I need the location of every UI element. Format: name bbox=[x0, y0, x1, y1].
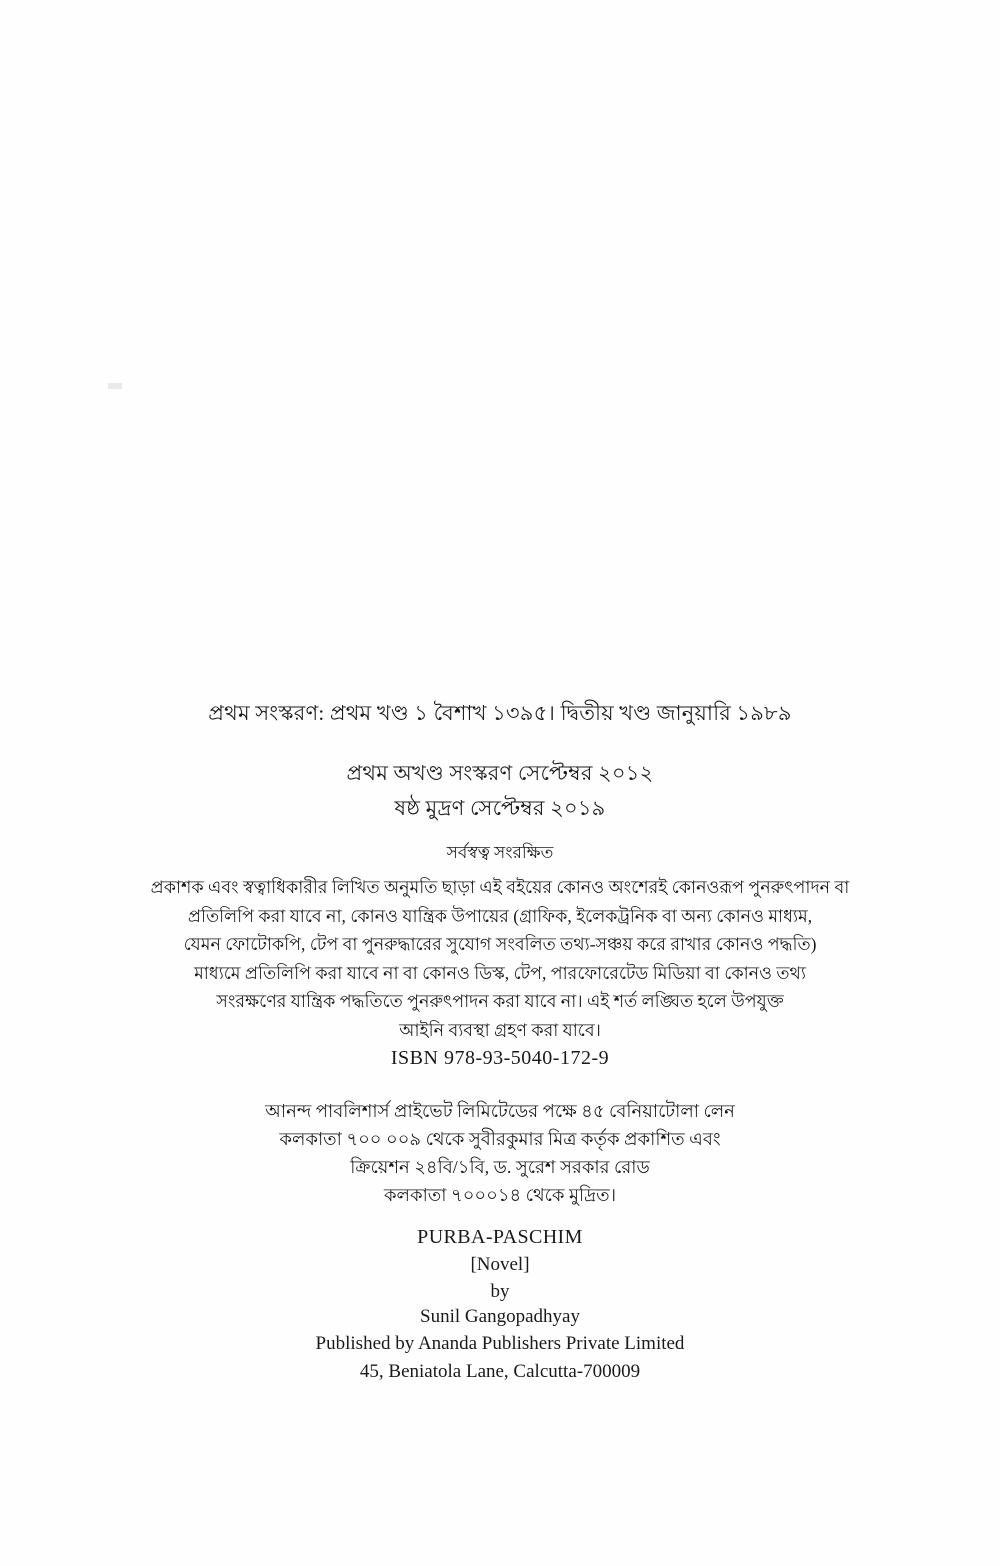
omnibus-edition-line: প্রথম অখণ্ড সংস্করণ সেপ্টেম্বর ২০১২ bbox=[346, 761, 654, 785]
publisher-address-english: 45, Beniatola Lane, Calcutta-700009 bbox=[359, 1361, 641, 1382]
rights-line: সংরক্ষণের যান্ত্রিক পদ্ধতিতে পুনরুৎপাদন করা যাবে না। এই শর্ত লঙ্ঘিত হলে উপযুক্ত bbox=[216, 991, 784, 1011]
scan-smudge-mark bbox=[108, 383, 122, 389]
publisher-line-english: Published by Ananda Publishers Private Limited bbox=[315, 1333, 685, 1354]
by-label: by bbox=[490, 1281, 510, 1302]
author-name: Sunil Gangopadhyay bbox=[420, 1306, 580, 1327]
all-rights-reserved-heading: সর্বস্বত্ব সংরক্ষিত bbox=[446, 843, 554, 862]
imprint-bn-line: কলকাতা ৭০০০১৪ থেকে মুদ্রিত। bbox=[383, 1185, 617, 1205]
imprint-bn-line: ক্রিয়েশন ২৪বি/১বি, ড. সুরেশ সরকার রোড bbox=[350, 1157, 650, 1177]
book-title-english: PURBA-PASCHIM bbox=[417, 1226, 583, 1248]
imprint-bn-line: আনন্দ পাবলিশার্স প্রাইভেট লিমিটেডের পক্ষে ৪৫ বেনিয়াটোলা লেন bbox=[265, 1101, 735, 1121]
rights-line: মাধ্যমে প্রতিলিপি করা যাবে না বা কোনও ডিস্ক, টেপ, পারফোরেটেড মিডিয়া বা কোনও তথ্য bbox=[194, 962, 806, 983]
isbn-line: ISBN 978-93-5040-172-9 bbox=[390, 1047, 610, 1069]
rights-paragraph bbox=[0, 873, 1000, 1044]
imprint-bengali-block bbox=[0, 1097, 1000, 1209]
rights-line: আইনি ব্যবস্থা গ্রহণ করা যাবে। bbox=[399, 1019, 601, 1040]
rights-line: প্রতিলিপি করা যাবে না, কোনও যান্ত্রিক উপায়ের (গ্রাফিক, ইলেকট্রনিক বা অন্য কোনও মাধ্যম, bbox=[187, 905, 813, 926]
imprint-bn-line: কলকাতা ৭০০ ০০৯ থেকে সুবীরকুমার মিত্র কর্তৃক প্রকাশিত এবং bbox=[279, 1129, 721, 1149]
genre-label: [Novel] bbox=[470, 1254, 530, 1275]
first-edition-line: প্রথম সংস্করণ: প্রথম খণ্ড ১ বৈশাখ ১৩৯৫। দ্বিতীয় খণ্ড জানুয়ারি ১৯৮৯ bbox=[208, 701, 792, 725]
printing-line: ষষ্ঠ মুদ্রণ সেপ্টেম্বর ২০১৯ bbox=[394, 796, 606, 820]
rights-line: যেমন ফোটোকপি, টেপ বা পুনরুদ্ধারের সুযোগ সংবলিত তথ্য-সঞ্চয় করে রাখার কোনও পদ্ধতি) bbox=[183, 934, 817, 954]
rights-line: প্রকাশক এবং স্বত্বাধিকারীর লিখিত অনুমতি ছাড়া এই বইয়ের কোনও অংশেরই কোনওরূপ পুনরুৎপাদন বা bbox=[150, 877, 850, 897]
